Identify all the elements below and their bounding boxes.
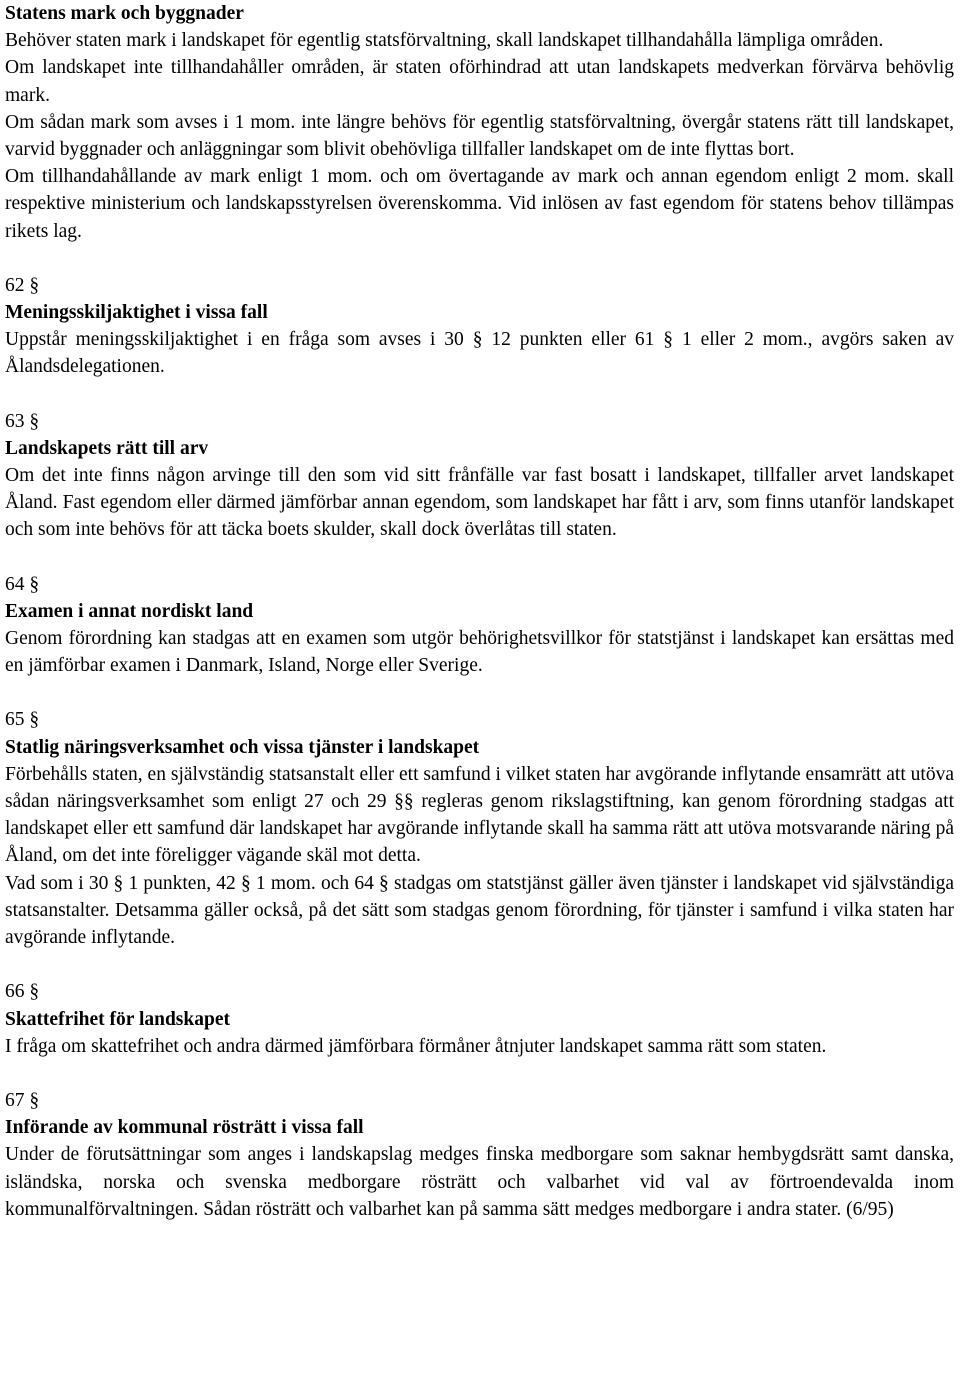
paragraph: Uppstår meningsskiljaktighet i en fråga som avses i 30 § 12 punkten eller 61 § 1 eller 2 mom., avgörs saken av Ålandsdelegationen. (5, 329, 954, 378)
section-statens-mark (5, 0, 954, 245)
paragraph: Om det inte finns någon arvinge till den som vid sitt frånfälle var fast bosatt i landskapet, tillfaller arvet landskapet Åland. Fast egendom eller därmed jämförbar annan egendom, som landskapet har fått i arv, som finns utanför landskapet och som inte behövs för att täcka boets skulder, skall dock överlåtas till staten. (5, 465, 954, 541)
section-number: 63 § (5, 410, 40, 432)
paragraph: I fråga om skattefrihet och andra därmed jämförbara förmåner åtnjuter landskapet samma rätt som staten. (5, 1035, 827, 1057)
paragraph: Genom förordning kan stadgas att en examen som utgör behörighetsvillkor för statstjänst i landskapet kan ersättas med en jämförbar examen i Danmark, Island, Norge eller Sverige. (5, 628, 954, 677)
section-number: 67 § (5, 1089, 40, 1111)
section-heading: Införande av kommunal rösträtt i vissa fall (5, 1117, 364, 1139)
section-heading: Statlig näringsverksamhet och vissa tjänster i landskapet (5, 736, 480, 758)
section-heading: Landskapets rätt till arv (5, 437, 209, 459)
section-heading: Statens mark och byggnader (5, 3, 244, 24)
section-heading: Skattefrihet för landskapet (5, 1008, 230, 1030)
paragraph: Behöver staten mark i landskapet för egentlig statsförvaltning, skall landskapet tillhandahålla lämpliga områden. (5, 30, 884, 52)
section-62 (5, 272, 954, 381)
paragraph: Vad som i 30 § 1 punkten, 42 § 1 mom. och 64 § stadgas om statstjänst gäller även tjänster i landskapet vid självständiga statsanstalter. Detsamma gäller också, på det sätt som stadgas genom förordning, för tjänster i samfund i vilka staten har avgörande inflytande. (5, 872, 954, 949)
section-67 (5, 1087, 954, 1223)
section-65 (5, 706, 954, 951)
section-64 (5, 571, 954, 680)
section-number: 65 § (5, 709, 40, 731)
paragraph: Förbehålls staten, en självständig statsanstalt eller ett samfund i vilket staten har avgörande inflytande ensamrätt att utöva sådan näringsverksamhet som enligt 27 och 29 §§ regleras genom rikslagstiftning, kan genom förordning stadgas att landskapet eller ett samfund där landskapet har avgörande inflytande skall ha samma rätt att utöva motsvarande näring på Åland, om det inte föreligger vägande skäl mot detta. (5, 763, 954, 867)
paragraph: Om sådan mark som avses i 1 mom. inte längre behövs för egentlig statsförvaltning, övergår statens rätt till landskapet, varvid byggnader och anläggningar som blivit obehövliga tillfaller landskapet om de inte flyttas bort. (5, 111, 954, 161)
section-number: 64 § (5, 573, 40, 595)
section-number: 66 § (5, 981, 40, 1003)
section-number: 62 § (5, 274, 40, 296)
paragraph: Om landskapet inte tillhandahåller områden, är staten oförhindrad att utan landskapets medverkan förvärva behövlig mark. (5, 57, 954, 106)
section-63 (5, 408, 954, 544)
paragraph: Under de förutsättningar som anges i landskapslag medges finska medborgare som saknar hembygdsrätt samt danska, isländska, norska och svenska medborgare rösträtt och valbarhet vid val av förtroendevalda inom kommunalförvaltningen. Sådan rösträtt och valbarhet kan på samma sätt medges medborgare i andra stater. (6/95) (5, 1144, 954, 1220)
section-heading: Examen i annat nordiskt land (5, 600, 254, 622)
section-66 (5, 978, 954, 1060)
paragraph: Om tillhandahållande av mark enligt 1 mom. och om övertagande av mark och annan egendom enligt 2 mom. skall respektive ministerium och landskapsstyrelsen överenskomma. Vid inlösen av fast egendom för statens behov tillämpas rikets lag. (5, 166, 954, 242)
section-heading: Meningsskiljaktighet i vissa fall (5, 302, 268, 324)
